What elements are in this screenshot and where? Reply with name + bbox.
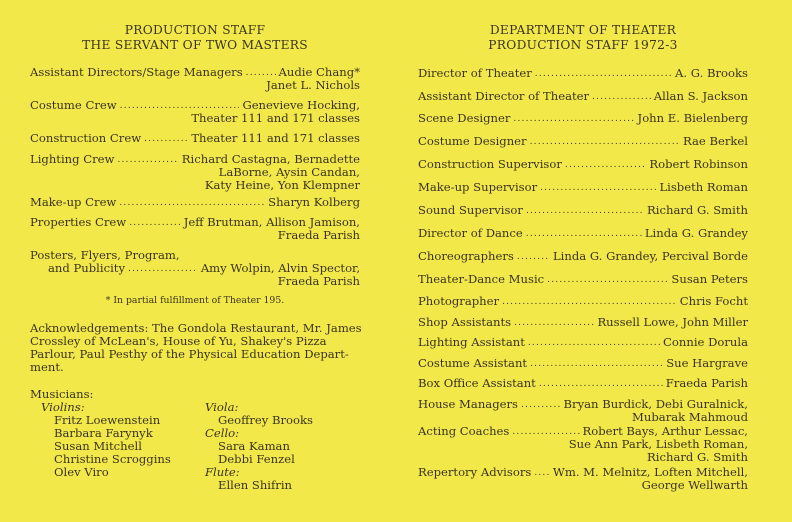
credit-value: LaBorne, Aysin Candan, xyxy=(218,165,360,179)
staff-row: Box Office Assistant ..... Fraeda Parish xyxy=(418,377,748,392)
flute-label: Flute: xyxy=(205,465,240,479)
staff-row: Assistant Director of Theater ..... Allan S. Jackson xyxy=(418,90,748,105)
staff-row: Photographer ..... Chris Focht xyxy=(418,295,748,310)
staff-row: Theater-Dance Music ..... Susan Peters xyxy=(418,273,748,288)
musician-name: Christine Scroggins xyxy=(54,452,171,466)
credit-assistant-directors: Assistant Directors/Stage Managers ..... Audie Chang* xyxy=(30,66,360,81)
credit-posters-heading: Posters, Flyers, Program, xyxy=(30,248,180,262)
musician-name: Susan Mitchell xyxy=(54,439,142,453)
staff-row: Director of Theater ..... A. G. Brooks xyxy=(418,67,748,82)
right-title-1: DEPARTMENT OF THEATER xyxy=(489,23,677,37)
staff-row: Shop Assistants ..... Russell Lowe, John Miller xyxy=(418,316,748,331)
musician-name: Barbara Farynyk xyxy=(54,426,153,440)
staff-row: Construction Supervisor ..... Robert Robinson xyxy=(418,158,748,173)
right-title-2: PRODUCTION STAFF 1972-3 xyxy=(488,38,678,52)
credit-properties-crew: Properties Crew ..... Jeff Brutman, Allison Jamison, xyxy=(30,216,360,231)
acknowledgements-line: Parlour, Paul Pesthy of the Physical Education Depart- xyxy=(30,347,349,361)
staff-row: Lighting Assistant ..... Connie Dorula xyxy=(418,336,748,351)
credit-value: Katy Heine, Yon Klempner xyxy=(204,178,360,192)
credit-value: Fraeda Parish xyxy=(277,228,360,242)
staff-row: Director of Dance ..... Linda G. Grandey xyxy=(418,227,748,242)
other-instruments-group xyxy=(205,401,313,492)
credit-construction-crew: Construction Crew ..... Theater 111 and 171 classes xyxy=(30,132,360,147)
staff-row-acting-coaches: Acting Coaches ..... Robert Bays, Arthur Lessac, xyxy=(418,425,748,440)
staff-row: Scene Designer ..... John E. Bielenberg xyxy=(418,112,748,127)
musician-name: Geoffrey Brooks xyxy=(218,413,313,427)
credit-makeup-crew: Make-up Crew ..... Sharyn Kolberg xyxy=(30,196,360,211)
credit-value: Fraeda Parish xyxy=(277,274,360,288)
staff-value: Mubarak Mahmoud xyxy=(632,410,748,424)
staff-row: Choreographers ..... Linda G. Grandey, Percival Borde xyxy=(418,250,748,265)
musicians-heading: Musicians: xyxy=(30,387,94,401)
credit-publicity: and Publicity ..... Amy Wolpin, Alvin Spector, xyxy=(30,262,360,277)
musician-name: Olev Viro xyxy=(54,465,109,479)
musician-name: Ellen Shifrin xyxy=(218,478,293,492)
musician-name: Fritz Loewenstein xyxy=(54,413,161,427)
viola-label: Viola: xyxy=(205,400,239,414)
acknowledgements-line: Crossley of McLean's, House of Yu, Shakey's Pizza xyxy=(30,334,327,348)
cello-label: Cello: xyxy=(205,426,240,440)
credit-lighting-crew: Lighting Crew ..... Richard Castagna, Bernadette xyxy=(30,153,360,168)
credit-costume-crew: Costume Crew ..... Genevieve Hocking, xyxy=(30,99,360,114)
musician-name: Debbi Fenzel xyxy=(218,452,295,466)
violins-label: Violins: xyxy=(41,400,85,414)
credit-value: Theater 111 and 171 classes xyxy=(191,111,360,125)
staff-row: Costume Assistant ..... Sue Hargrave xyxy=(418,357,748,372)
staff-value: George Wellwarth xyxy=(641,478,748,492)
credit-value: Janet L. Nichols xyxy=(266,78,360,92)
staff-row: Sound Supervisor ..... Richard G. Smith xyxy=(418,204,748,219)
staff-row-repertory-advisors: Repertory Advisors ..... Wm. M. Melnitz, Loften Mitchell, xyxy=(418,466,748,481)
staff-row-house-managers: House Managers ..... Bryan Burdick, Debi Guralnick, xyxy=(418,398,748,413)
violins-group xyxy=(41,401,171,479)
staff-row: Costume Designer ..... Rae Berkel xyxy=(418,135,748,150)
staff-value: Sue Ann Park, Lisbeth Roman, xyxy=(568,437,748,451)
staff-value: Richard G. Smith xyxy=(647,450,748,464)
footnote: * In partial fulfillment of Theater 195. xyxy=(105,295,285,306)
left-title-1: PRODUCTION STAFF xyxy=(124,23,266,37)
acknowledgements-line: Acknowledgements: The Gondola Restaurant, Mr. James xyxy=(30,321,362,335)
left-title-2: THE SERVANT OF TWO MASTERS xyxy=(82,38,308,52)
musician-name: Sara Kaman xyxy=(218,439,290,453)
staff-row: Make-up Supervisor ..... Lisbeth Roman xyxy=(418,181,748,196)
acknowledgements-line: ment. xyxy=(30,360,64,374)
